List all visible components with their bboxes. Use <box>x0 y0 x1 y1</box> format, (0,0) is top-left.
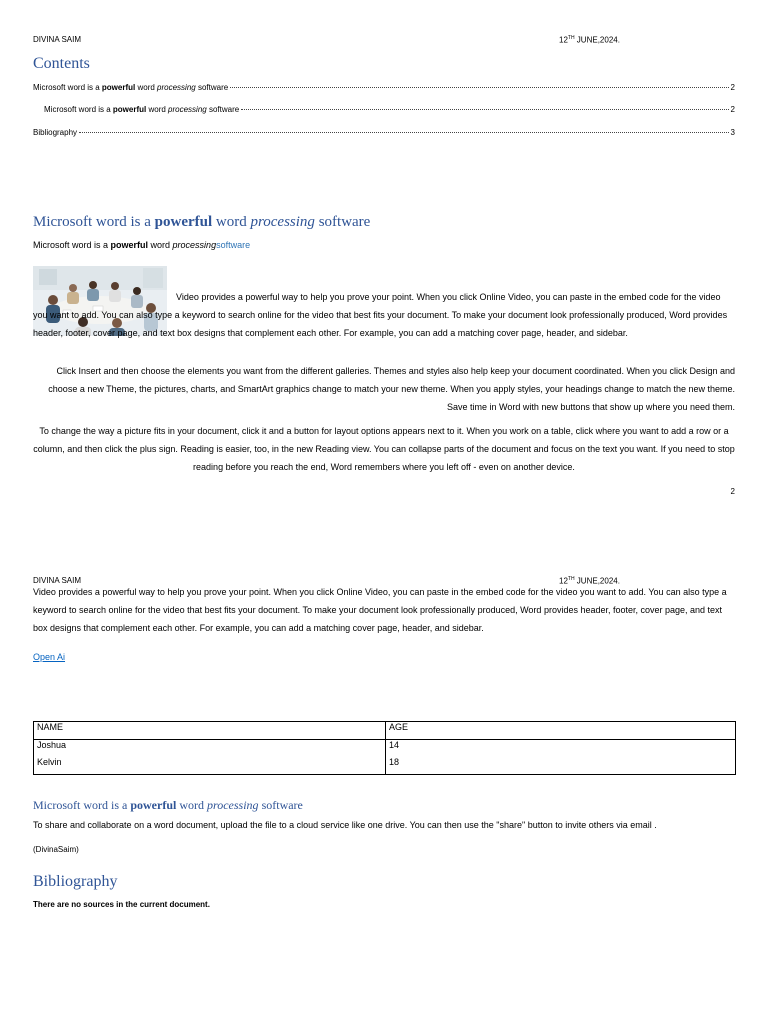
paragraph-2: Click Insert and then choose the elements you want from the different galleries. Themes and styles also help keep your document coordinated. When you click Design and choose a new Theme, the pictures, charts, and SmartArt graphics change to match your new theme. When you apply styles, your headings change to match the new theme. Save time in Word with new buttons that show up where you need them. <box>48 366 735 412</box>
table-header-cell: AGE <box>386 722 736 740</box>
paragraph-3: To change the way a picture fits in your document, click it and a button for layout options appears next to it. When you work on a table, click where you want to add a row or a column, and then click the plus sign. Reading is easier, too, in the new Reading view. You can collapse parts of the document and focus on the text you want. If you need to stop reading before you reach the end, Word remembers where you left off - even on another device. <box>33 426 735 472</box>
citation: (DivinaSaim) <box>33 845 79 854</box>
page2-paragraph: Video provides a powerful way to help you prove your point. When you click Online Video, you can paste in the embed code for the video you want to add. You can also type a keyword to search online for the video that best fits your document. To make your document look professionally produced, Word provides header, footer, cover page, and text box designs that complement each other. For example, you can add a matching cover page, header, and sidebar. <box>33 587 727 633</box>
page1-header-date: 12TH JUNE,2024. <box>559 35 620 45</box>
toc-entry[interactable]: Microsoft word is a powerful word processing software 2 <box>33 83 735 92</box>
open-ai-link-text[interactable]: Open Ai <box>33 652 66 662</box>
page1-header-author: DIVINA SAIM <box>33 35 82 44</box>
toc-entry[interactable]: Bibliography 3 <box>33 128 735 137</box>
paragraph-1: Video provides a powerful way to help you prove your point. When you click Online Video, you can paste in the embed code for the video you want to add. You can also type a keyword to search online for the video that best fits your document. To make your document look professionally produced, Word provides header, footer, cover page, and text box designs that complement each other. For example, you can add a matching cover page, header, and sidebar. <box>33 292 728 338</box>
table-header-row <box>34 722 736 740</box>
page-number: 2 <box>730 487 735 496</box>
table-cell: Joshua <box>34 740 386 758</box>
page2-header-author: DIVINA SAIM <box>33 576 82 585</box>
share-text: To share and collaborate on a word document, upload the file to a cloud service like one drive. You can then use the "share" button to invite others via email . <box>33 820 657 830</box>
table-cell: 14 <box>386 740 736 758</box>
table-row <box>34 740 736 758</box>
table-cell: 18 <box>386 757 736 775</box>
subtitle: Microsoft word is a powerful word processingsoftware <box>33 240 251 250</box>
bibliography-title: Bibliography <box>33 873 118 890</box>
table-row <box>34 757 736 775</box>
table-cell: Kelvin <box>34 757 386 775</box>
toc-entry[interactable]: Microsoft word is a powerful word processing software 2 <box>44 105 735 114</box>
section-heading: Microsoft word is a powerful word processing software <box>33 214 371 230</box>
page2-header-date: 12TH JUNE,2024. <box>559 576 620 586</box>
open-ai-link[interactable] <box>33 647 65 665</box>
bibliography-text: There are no sources in the current document. <box>33 900 210 909</box>
page2-heading: Microsoft word is a powerful word processing software <box>33 798 303 812</box>
toc-title: Contents <box>33 55 90 72</box>
table-header-cell: NAME <box>34 722 386 740</box>
name-age-table <box>33 721 736 775</box>
